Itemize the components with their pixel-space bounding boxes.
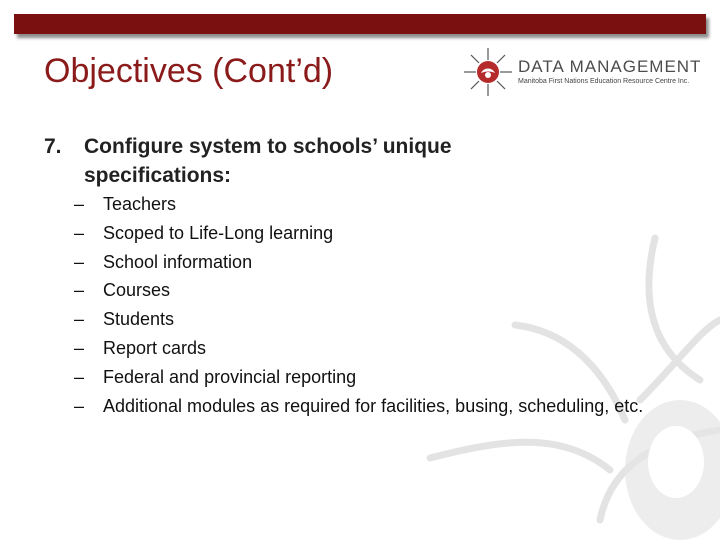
list-item-text: Teachers <box>103 194 177 214</box>
list-item <box>74 193 694 215</box>
logo <box>462 46 712 98</box>
dash-marker: – <box>74 194 85 214</box>
dash-marker: – <box>74 395 85 416</box>
list-item <box>74 308 694 330</box>
list-item-text: Students <box>103 309 175 330</box>
list-item-text: Report cards <box>103 337 207 358</box>
logo-tagline: Manitoba First Nations Education Resource Centre Inc. <box>518 78 690 85</box>
list-item-text: Scoped to Life-Long learning <box>103 222 334 243</box>
list-item <box>74 279 694 301</box>
list-item-text: School information <box>103 251 253 272</box>
dash-marker: – <box>74 337 85 358</box>
slide-title: Objectives (Cont’d) <box>44 52 334 90</box>
top-bar <box>14 14 706 34</box>
sub-item-list <box>74 193 694 423</box>
dash-marker: – <box>74 366 85 387</box>
dash-marker: – <box>74 251 85 272</box>
list-item <box>74 251 694 273</box>
dash-marker: – <box>74 280 85 301</box>
dash-marker: – <box>74 222 85 243</box>
objective-text: Configure system to schools’ unique specifications: <box>84 135 452 187</box>
list-item <box>74 337 694 359</box>
list-item <box>74 366 694 388</box>
list-item-text: Additional modules as required for facilities, busing, scheduling, etc. <box>103 395 644 416</box>
list-item-text: Courses <box>103 280 171 301</box>
list-item <box>74 222 694 244</box>
list-item <box>74 395 694 417</box>
logo-name: DATA MANAGEMENT <box>518 57 702 76</box>
objective-number: 7. <box>44 135 62 158</box>
list-item-text: Federal and provincial reporting <box>103 366 357 387</box>
dash-marker: – <box>74 309 85 330</box>
sun-logo-icon <box>462 46 514 98</box>
